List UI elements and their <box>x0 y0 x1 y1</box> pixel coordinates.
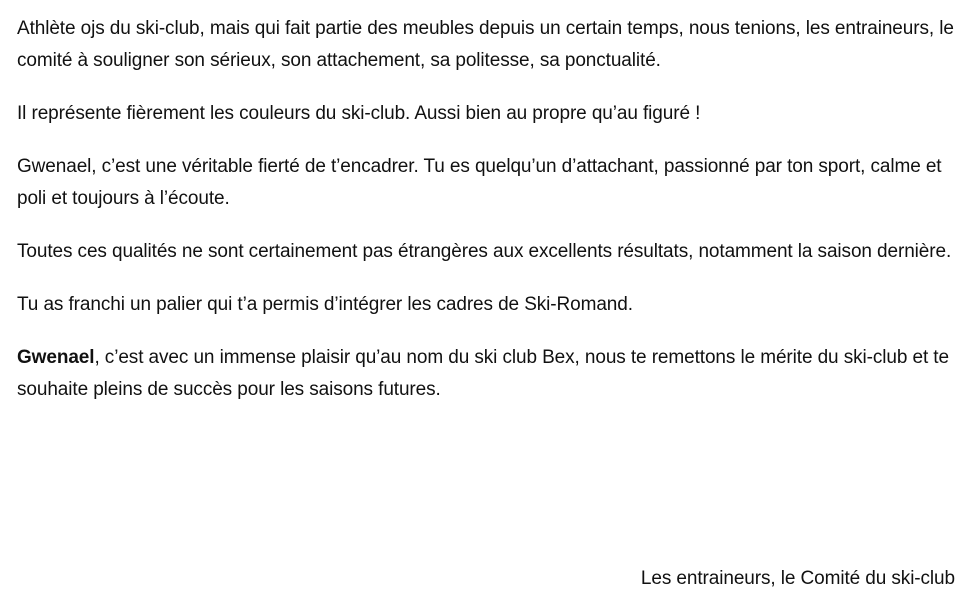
paragraph-qualities: Toutes ces qualités ne sont certainement pas étrangères aux excellents résultats, notamment la saison dernière. <box>17 241 952 262</box>
paragraph-pride: Gwenael, c’est une véritable fierté de t’encadrer. Tu es quelqu’un d’attachant, passionné par ton sport, calme et poli et toujours à l’écoute. <box>17 156 942 209</box>
signature: Les entraineurs, le Comité du ski-club <box>640 568 955 589</box>
athlete-name: Gwenael <box>17 347 95 368</box>
paragraph-intro: Athlète ojs du ski-club, mais qui fait partie des meubles depuis un certain temps, nous tenions, les entraineurs, le comité à souligner son sérieux, son attachement, sa politesse, sa ponctualité. <box>17 18 954 71</box>
closing-text: , c’est avec un immense plaisir qu’au nom du ski club Bex, nous te remettons le mérite du ski-club et te souhaite pleins de succès pour les saisons futures. <box>17 347 949 400</box>
paragraph-closing <box>17 342 962 406</box>
document-body <box>17 13 962 427</box>
paragraph-colors: Il représente fièrement les couleurs du ski-club. Aussi bien au propre qu’au figuré ! <box>17 103 701 124</box>
paragraph-milestone: Tu as franchi un palier qui t’a permis d’intégrer les cadres de Ski-Romand. <box>17 294 633 315</box>
